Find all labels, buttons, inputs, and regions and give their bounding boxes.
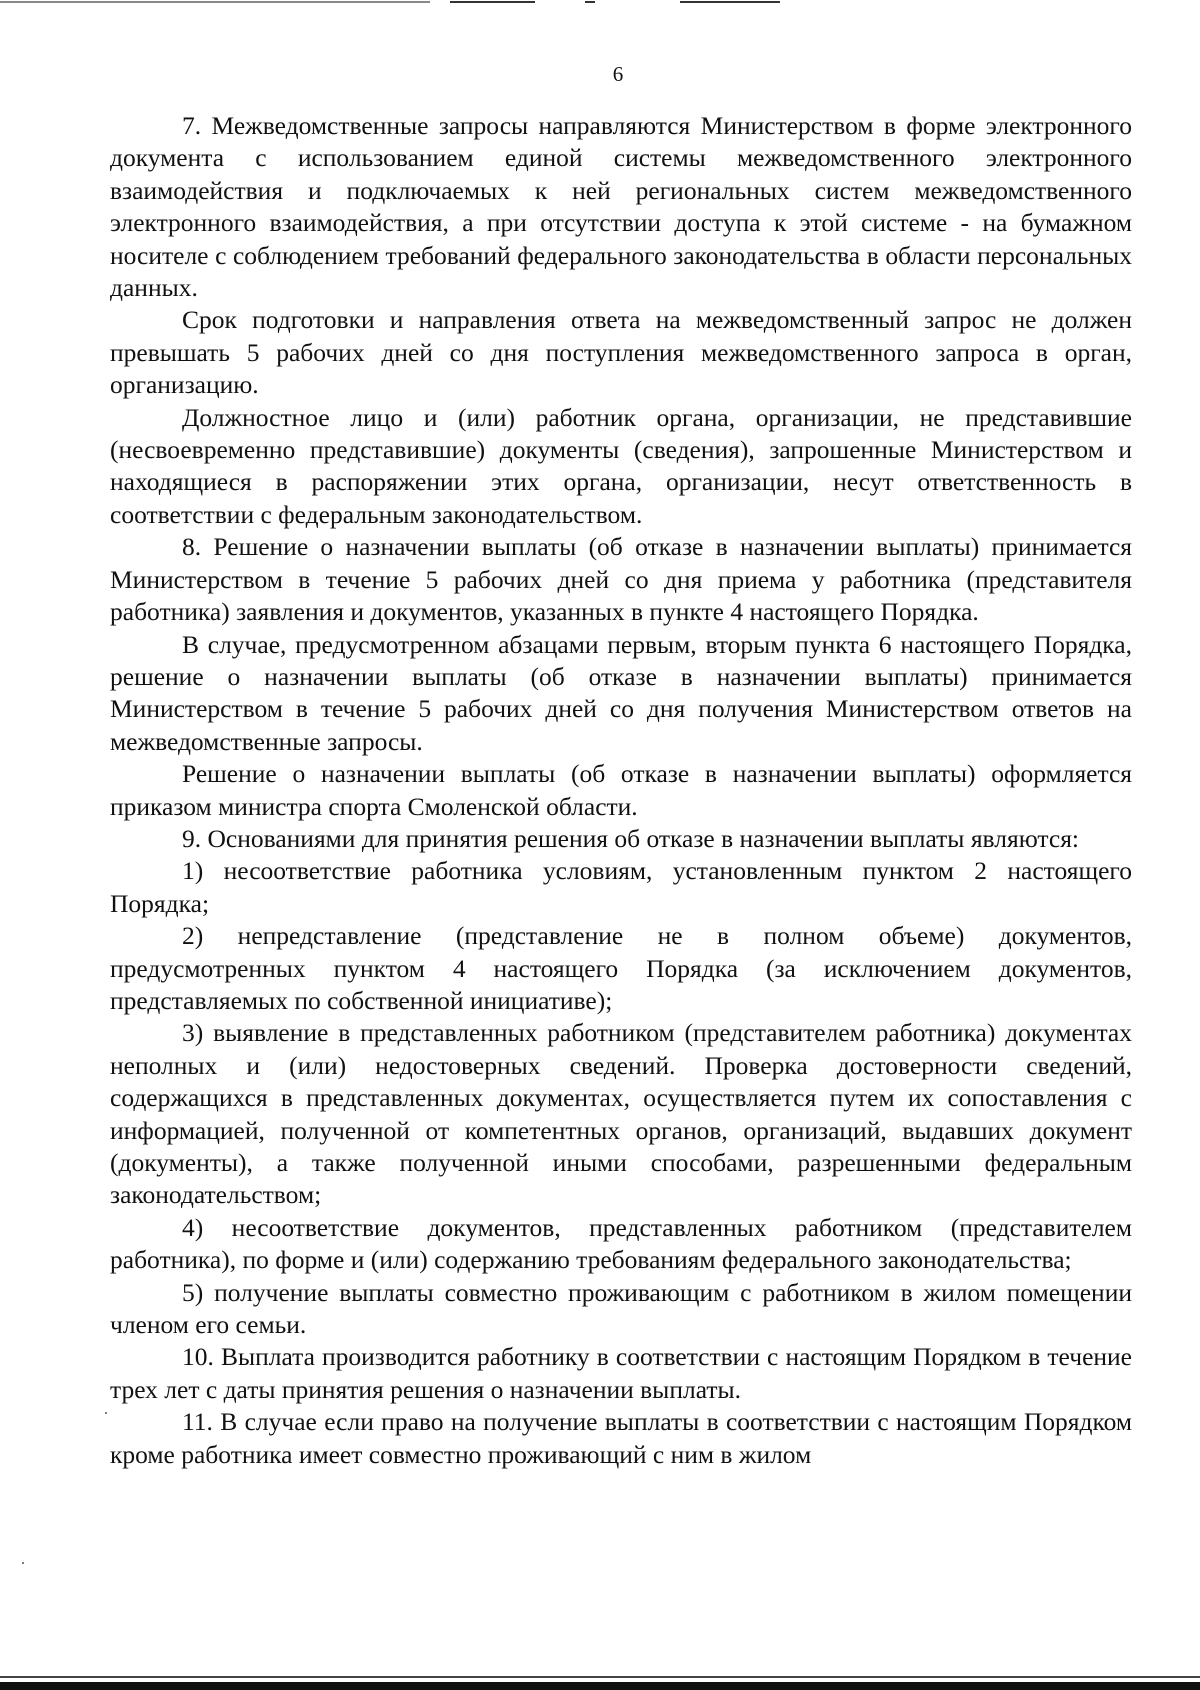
paragraph-9: 9. Основаниями для принятия решения об отказе в назначении выплаты являются: — [182, 823, 1080, 853]
paragraph-10: 10. Выплата производится работнику в соответствии с настоящим Порядком в течение трех лет с даты принятия решения о назначении выплаты. — [110, 1342, 1132, 1404]
scan-speck — [22, 1562, 24, 1564]
scan-bottom-line — [0, 1676, 1200, 1678]
document-body — [110, 110, 1132, 1471]
scan-top-edge — [0, 0, 1200, 6]
paragraph-8-case: В случае, предусмотренном абзацами первым, вторым пункта 6 настоящего Порядка, решение о назначении выплаты (об отказе в назначении выплаты) принимается Министерством в течение 5 рабочих дней со дня получения Министерством ответов на межведомственные запросы. — [110, 629, 1132, 756]
paragraph-9-item-1: 1) несоответствие работника условиям, установленным пунктом 2 настоящего Порядка; — [110, 856, 1132, 918]
scan-speck — [105, 1412, 107, 1414]
page-number: 6 — [612, 62, 624, 86]
paragraph-8: 8. Решение о назначении выплаты (об отказе в назначении выплаты) принимается Министерством в течение 5 рабочих дней со дня приема у работника (представителя работника) заявления и документов, указанных в пункте 4 настоящего Порядка. — [110, 532, 1132, 627]
paragraph-9-item-2: 2) непредставление (представление не в полном объеме) документов, предусмотренных пунктом 4 настоящего Порядка (за исключением документов, представляемых по собственной инициативе); — [110, 921, 1132, 1015]
scan-bottom-edge — [0, 1682, 1200, 1690]
paragraph-9-item-3: 3) выявление в представленных работником (представителем работника) документах неполных и (или) недостоверных сведений. Проверка достоверности сведений, содержащихся в представленных документах, осуществляется путем их сопоставления с информацией, полученной от компетентных органов, организаций, выдавших документ (документы), а также полученной иными способами, разрешенными федеральным законодательством; — [110, 1018, 1132, 1210]
paragraph-7-responsibility: Должностное лицо и (или) работник органа, организации, не представившие (несвоевременно представившие) документы (сведения), запрошенные Министерством и находящиеся в распоряжении этих органа, организации, несут ответственность в соответствии с федеральным законодательством. — [110, 402, 1132, 529]
paragraph-9-item-5: 5) получение выплаты совместно проживающим с работником в жилом помещении членом его семьи. — [110, 1277, 1132, 1340]
paragraph-11: 11. В случае если право на получение выплаты в соответствии с настоящим Порядком кроме работника имеет совместно проживающий с ним в жилом — [110, 1407, 1132, 1469]
paragraph-7-deadline: Срок подготовки и направления ответа на межведомственный запрос не должен превышать 5 рабочих дней со дня поступления межведомственного запроса в орган, организацию. — [110, 305, 1132, 400]
paragraph-9-item-4: 4) несоответствие документов, представленных работником (представителем работника), по форме и (или) содержанию требованиям федерального законодательства; — [110, 1212, 1132, 1275]
paragraph-8-order: Решение о назначении выплаты (об отказе в назначении выплаты) оформляется приказом министра спорта Смоленской области. — [110, 759, 1132, 821]
paragraph-7: 7. Межведомственные запросы направляются Министерством в форме электронного документа с использованием единой системы межведомственного электронного взаимодействия и подключаемых к ней региональных систем межведомственного электронного взаимодействия, а при отсутствии доступа к этой системе - на бумажном носителе с соблюдением требований федерального законодательства в области персональных данных. — [110, 111, 1132, 303]
